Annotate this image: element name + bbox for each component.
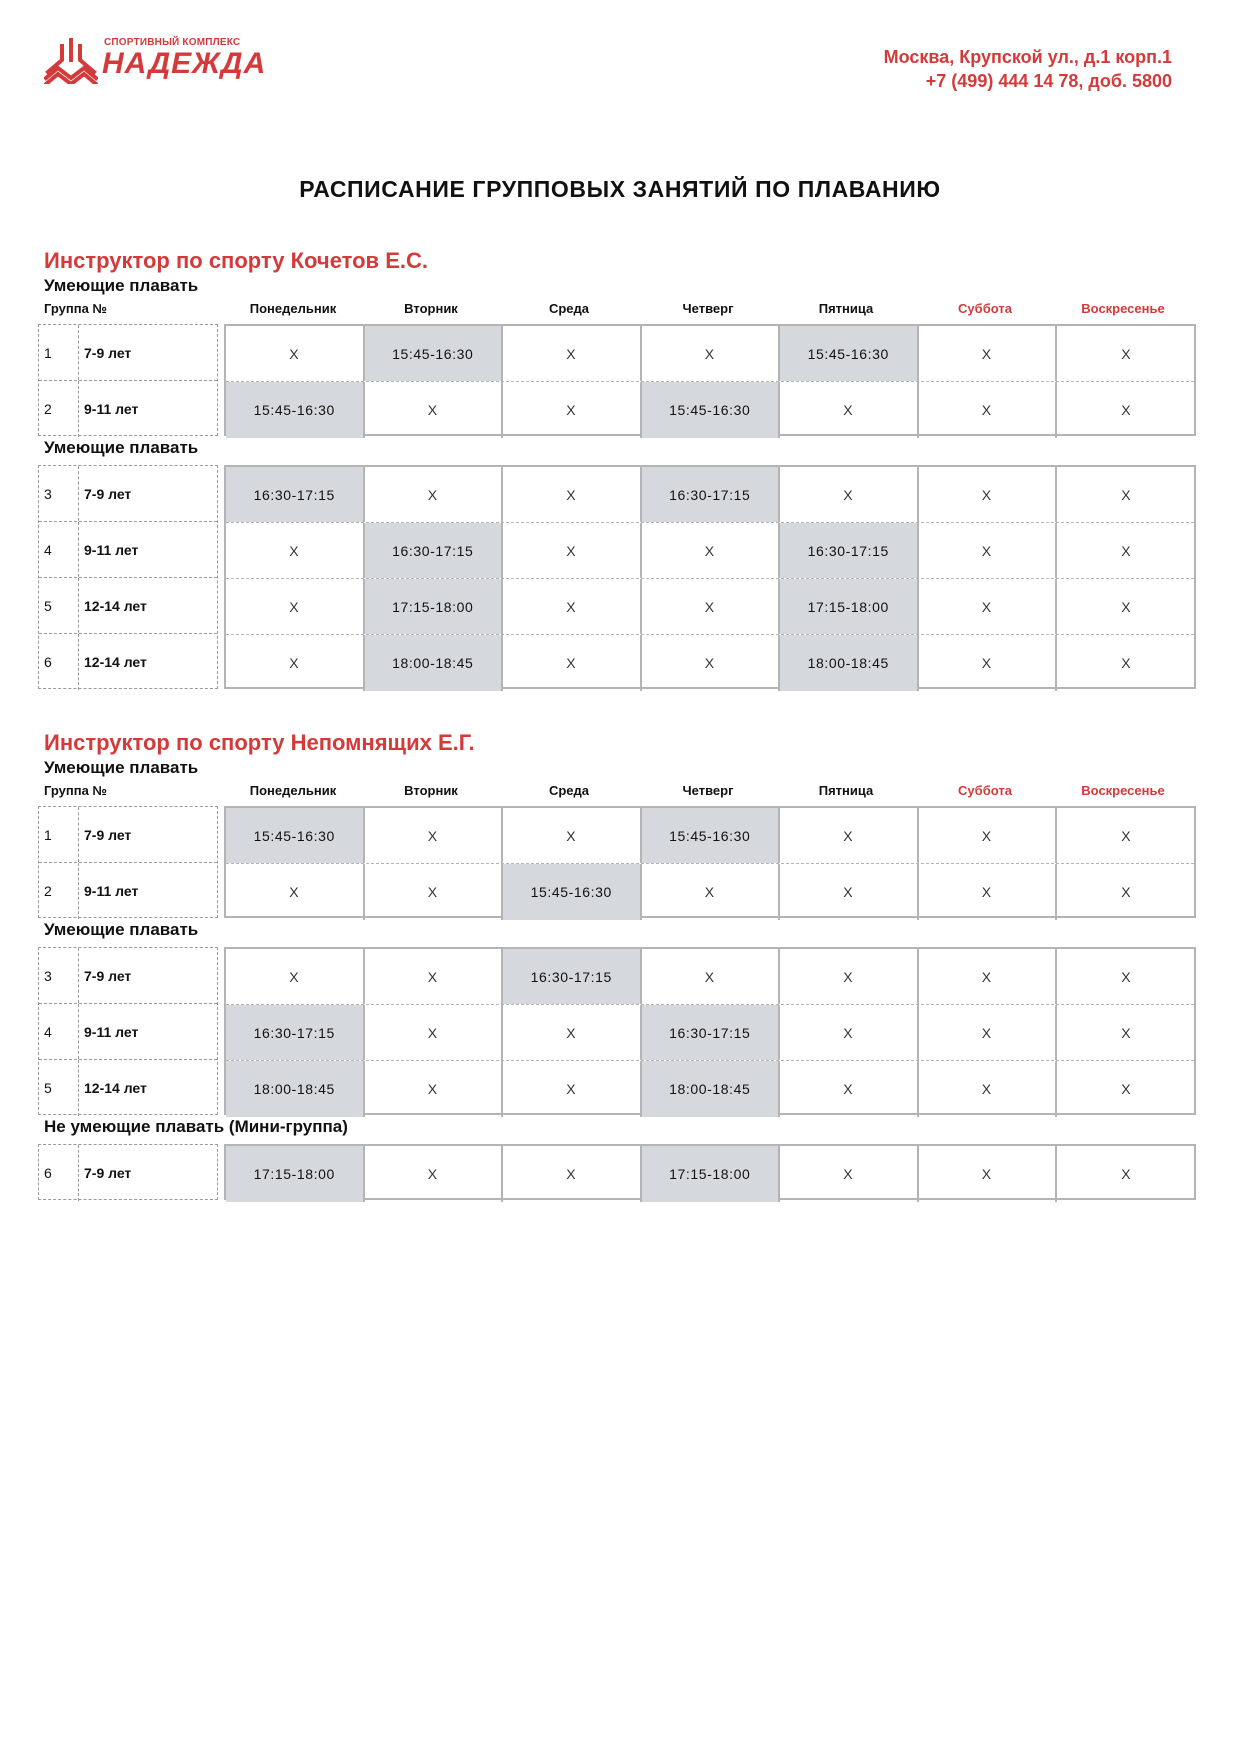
no-session-cell: X [503,579,642,634]
session-time-cell: 18:00-18:45 [226,1061,365,1117]
page-title: РАСПИСАНИЕ ГРУППОВЫХ ЗАНЯТИЙ ПО ПЛАВАНИЮ [299,176,941,202]
schedule-row [226,1061,1194,1117]
group-number: 5 [39,578,79,633]
no-session-cell: X [919,523,1058,578]
session-time-cell: 15:45-16:30 [642,808,781,863]
schedule-row [226,1005,1194,1061]
session-time-cell: 17:15-18:00 [365,579,504,634]
no-session-cell: X [503,523,642,578]
group-number: 1 [39,325,79,380]
no-session-cell: X [1121,345,1132,362]
group-number: 5 [39,1060,79,1116]
column-header-day: Пятница [818,783,874,798]
no-session-cell: X [226,523,365,578]
schedule-row [226,808,1194,864]
column-header-day: Среда [548,301,590,316]
no-session-cell: X [919,1146,1058,1202]
no-session-cell: X [1121,402,1132,418]
column-header-day: Суббота [958,301,1012,316]
group-age: 7-9 лет [84,485,132,502]
group-number: 4 [39,1004,79,1059]
schedule-row [226,579,1194,635]
group-age: 12-14 лет [84,597,147,614]
logo-name: НАДЕЖДА [102,47,267,80]
no-session-cell: X [642,864,781,920]
column-header-day: Четверг [682,783,734,798]
schedule-grid [224,947,1196,1115]
no-session-cell: X [1121,1024,1132,1041]
group-list [38,1144,218,1200]
no-session-cell: X [1121,884,1132,900]
schedule-row [226,864,1194,920]
group-list [38,465,218,689]
group-list [38,806,218,918]
no-session-cell: X [642,523,781,578]
group-category-label: Умеющие плавать [44,758,199,777]
column-header-day: Четверг [682,301,734,316]
group-list [38,947,218,1115]
group-age: 9-11 лет [84,401,139,417]
schedule-row [226,1146,1194,1202]
no-session-cell: X [503,326,642,381]
session-time-cell: 16:30-17:15 [226,1005,365,1060]
no-session-cell: X [780,382,919,438]
no-session-cell: X [780,467,919,522]
no-session-cell: X [780,949,919,1004]
group-number: 3 [39,466,79,521]
no-session-cell: X [226,579,365,634]
group-number: 2 [39,381,79,437]
no-session-cell: X [1121,655,1132,671]
no-session-cell: X [1121,542,1132,559]
column-header-group: Группа № [44,783,107,798]
group-category-label: Умеющие плавать [44,920,199,939]
no-session-cell: X [503,1146,642,1202]
no-session-cell: X [226,635,365,691]
session-time-cell: 18:00-18:45 [365,635,504,691]
group-row [39,381,217,437]
session-time-cell: 18:00-18:45 [780,635,919,691]
group-row [39,325,217,381]
no-session-cell: X [503,382,642,438]
session-time-cell: 16:30-17:15 [642,1005,781,1060]
no-session-cell: X [1121,968,1132,985]
no-session-cell: X [365,382,504,438]
no-session-cell: X [365,949,504,1004]
group-row [39,522,217,578]
no-session-cell: X [919,635,1058,691]
group-list [38,324,218,436]
no-session-cell: X [1121,598,1132,615]
no-session-cell: X [503,1005,642,1060]
group-age: 7-9 лет [84,1165,132,1181]
group-row [39,634,217,690]
group-number: 4 [39,522,79,577]
instructor-name: Инструктор по спорту Кочетов Е.С. [44,248,428,273]
group-age: 12-14 лет [84,654,147,670]
no-session-cell: X [780,1146,919,1202]
session-time-cell: 16:30-17:15 [226,467,365,522]
column-header-day: Вторник [404,301,458,316]
session-time-cell: 16:30-17:15 [503,949,642,1004]
no-session-cell: X [919,467,1058,522]
no-session-cell: X [780,1061,919,1117]
column-header-day: Понедельник [249,301,337,316]
group-row [39,466,217,522]
brand-logo[interactable] [44,36,267,92]
session-time-cell: 17:15-18:00 [642,1146,781,1202]
no-session-cell: X [503,467,642,522]
no-session-cell: X [226,326,365,381]
no-session-cell: X [503,1061,642,1117]
group-age: 7-9 лет [84,826,132,843]
phone-link[interactable]: +7 (499) 444 14 78, доб. 5800 [925,71,1172,91]
group-age: 7-9 лет [84,344,132,361]
schedule-row [226,523,1194,579]
group-row [39,1060,217,1116]
session-time-cell: 15:45-16:30 [642,382,781,438]
no-session-cell: X [1121,1166,1132,1182]
group-row [39,1004,217,1060]
session-time-cell: 15:45-16:30 [226,382,365,438]
column-header-day: Воскресенье [1081,301,1165,316]
no-session-cell: X [226,864,365,920]
no-session-cell: X [919,382,1058,438]
column-header-day: Вторник [404,783,458,798]
no-session-cell: X [919,864,1058,920]
schedule-row [226,326,1194,382]
group-number: 6 [39,1145,79,1201]
no-session-cell: X [1121,1081,1132,1097]
instructor-name: Инструктор по спорту Непомнящих Е.Г. [44,730,475,755]
no-session-cell: X [1121,827,1132,844]
schedule-grid [224,324,1196,436]
schedule-grid [224,465,1196,689]
group-row [39,1145,217,1201]
session-time-cell: 18:00-18:45 [642,1061,781,1117]
no-session-cell: X [919,808,1058,863]
page-header [0,0,1240,110]
no-session-cell: X [919,1005,1058,1060]
group-number: 3 [39,948,79,1003]
group-number: 2 [39,863,79,919]
no-session-cell: X [919,326,1058,381]
no-session-cell: X [919,949,1058,1004]
column-header-day: Суббота [958,783,1012,798]
group-age: 9-11 лет [84,883,139,899]
no-session-cell: X [503,635,642,691]
no-session-cell: X [919,1061,1058,1117]
group-row [39,948,217,1004]
schedule-row [226,949,1194,1005]
no-session-cell: X [1121,486,1132,503]
group-age: 7-9 лет [84,967,132,984]
logo-subtitle: СПОРТИВНЫЙ КОМПЛЕКС [104,37,241,48]
no-session-cell: X [226,949,365,1004]
schedule-grid [224,806,1196,918]
column-header-group: Группа № [44,301,107,316]
column-header-day: Воскресенье [1081,783,1165,798]
no-session-cell: X [365,467,504,522]
no-session-cell: X [642,326,781,381]
no-session-cell: X [365,808,504,863]
session-time-cell: 17:15-18:00 [226,1146,365,1202]
no-session-cell: X [919,579,1058,634]
session-time-cell: 15:45-16:30 [226,808,365,863]
logo-emblem-icon [44,38,98,84]
session-time-cell: 17:15-18:00 [780,579,919,634]
no-session-cell: X [780,1005,919,1060]
schedule-row [226,382,1194,438]
group-row [39,578,217,634]
schedule-row [226,635,1194,691]
no-session-cell: X [642,579,781,634]
no-session-cell: X [642,949,781,1004]
group-category-label: Умеющие плавать [44,438,199,457]
no-session-cell: X [365,1005,504,1060]
group-age: 9-11 лет [84,541,139,558]
column-header-day: Среда [548,783,590,798]
group-number: 6 [39,634,79,690]
column-header-day: Понедельник [249,783,337,798]
schedule-row [226,467,1194,523]
session-time-cell: 16:30-17:15 [642,467,781,522]
address-text: Москва, Крупской ул., д.1 корп.1 [883,47,1172,67]
no-session-cell: X [780,808,919,863]
session-time-cell: 15:45-16:30 [503,864,642,920]
no-session-cell: X [365,1146,504,1202]
no-session-cell: X [642,635,781,691]
group-category-label: Умеющие плавать [44,276,199,295]
no-session-cell: X [365,1061,504,1117]
session-time-cell: 15:45-16:30 [365,326,504,381]
no-session-cell: X [780,864,919,920]
group-row [39,807,217,863]
session-time-cell: 16:30-17:15 [365,523,504,578]
column-header-day: Пятница [818,301,874,316]
group-age: 12-14 лет [84,1080,147,1096]
group-number: 1 [39,807,79,862]
contact-info [884,45,1172,93]
no-session-cell: X [365,864,504,920]
group-age: 9-11 лет [84,1023,139,1040]
schedule-grid [224,1144,1196,1200]
session-time-cell: 16:30-17:15 [780,523,919,578]
group-category-label: Не умеющие плавать (Мини-группа) [44,1117,348,1136]
no-session-cell: X [503,808,642,863]
group-row [39,863,217,919]
session-time-cell: 15:45-16:30 [780,326,919,381]
